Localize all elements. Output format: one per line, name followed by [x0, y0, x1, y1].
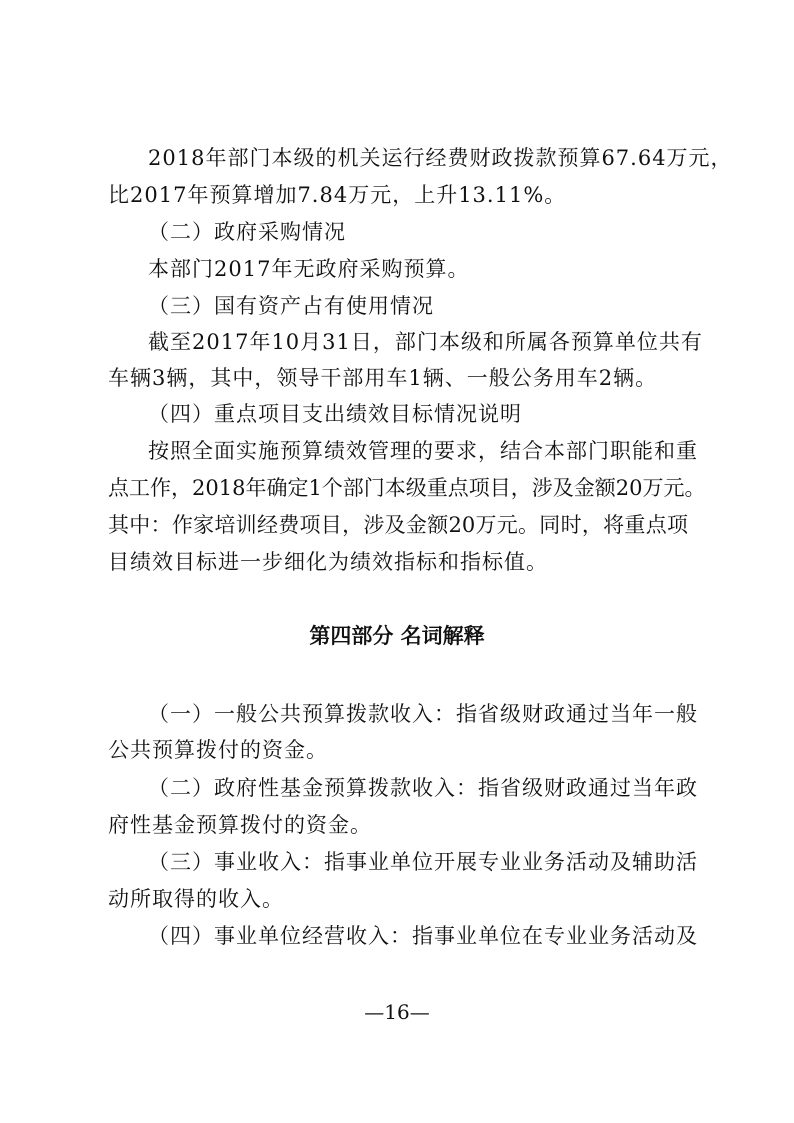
paragraph-procurement: 本部门2017年无政府采购预算。 [148, 257, 470, 281]
term-3-line-1: （三）事业收入：指事业单位开展专业业务活动及辅助活 [148, 850, 698, 874]
term-3-line-2: 动所取得的收入。 [108, 887, 284, 911]
paragraph-assets-line-1: 截至2017年10月31日，部门本级和所属各预算单位共有 [148, 330, 703, 354]
term-2-line-2: 府性基金预算拨付的资金。 [108, 813, 372, 837]
paragraph-performance-line-3: 其中：作家培训经费项目，涉及金额20万元。同时，将重点项 [108, 513, 688, 537]
term-1-line-2: 公共预算拨付的资金。 [108, 738, 328, 762]
subheading-procurement: （二）政府采购情况 [148, 220, 346, 244]
subheading-assets: （三）国有资产占有使用情况 [148, 294, 434, 318]
paragraph-performance-line-1: 按照全面实施预算绩效管理的要求，结合本部门职能和重 [148, 439, 698, 463]
term-4-line-1: （四）事业单位经营收入：指事业单位在专业业务活动及 [148, 924, 698, 948]
paragraph-performance-line-4: 目绩效目标进一步细化为绩效指标和指标值。 [108, 550, 548, 574]
paragraph-budget-line-2: 比2017年预算增加7.84万元，上升13.11%。 [108, 183, 567, 207]
term-1-line-1: （一）一般公共预算拨款收入：指省级财政通过当年一般 [148, 702, 698, 726]
paragraph-assets-line-2: 车辆3辆，其中，领导干部用车1辆、一般公务用车2辆。 [108, 366, 658, 390]
subheading-performance: （四）重点项目支出绩效目标情况说明 [148, 402, 522, 426]
section-title: 第四部分 名词解释 [309, 624, 485, 648]
page-number: —16— [364, 1000, 430, 1024]
paragraph-budget-line-1: 2018年部门本级的机关运行经费财政拨款预算67.64万元， [148, 146, 733, 170]
paragraph-performance-line-2: 点工作，2018年确定1个部门本级重点项目，涉及金额20万元。 [108, 476, 706, 500]
term-2-line-1: （二）政府性基金预算拨款收入：指省级财政通过当年政 [148, 776, 698, 800]
